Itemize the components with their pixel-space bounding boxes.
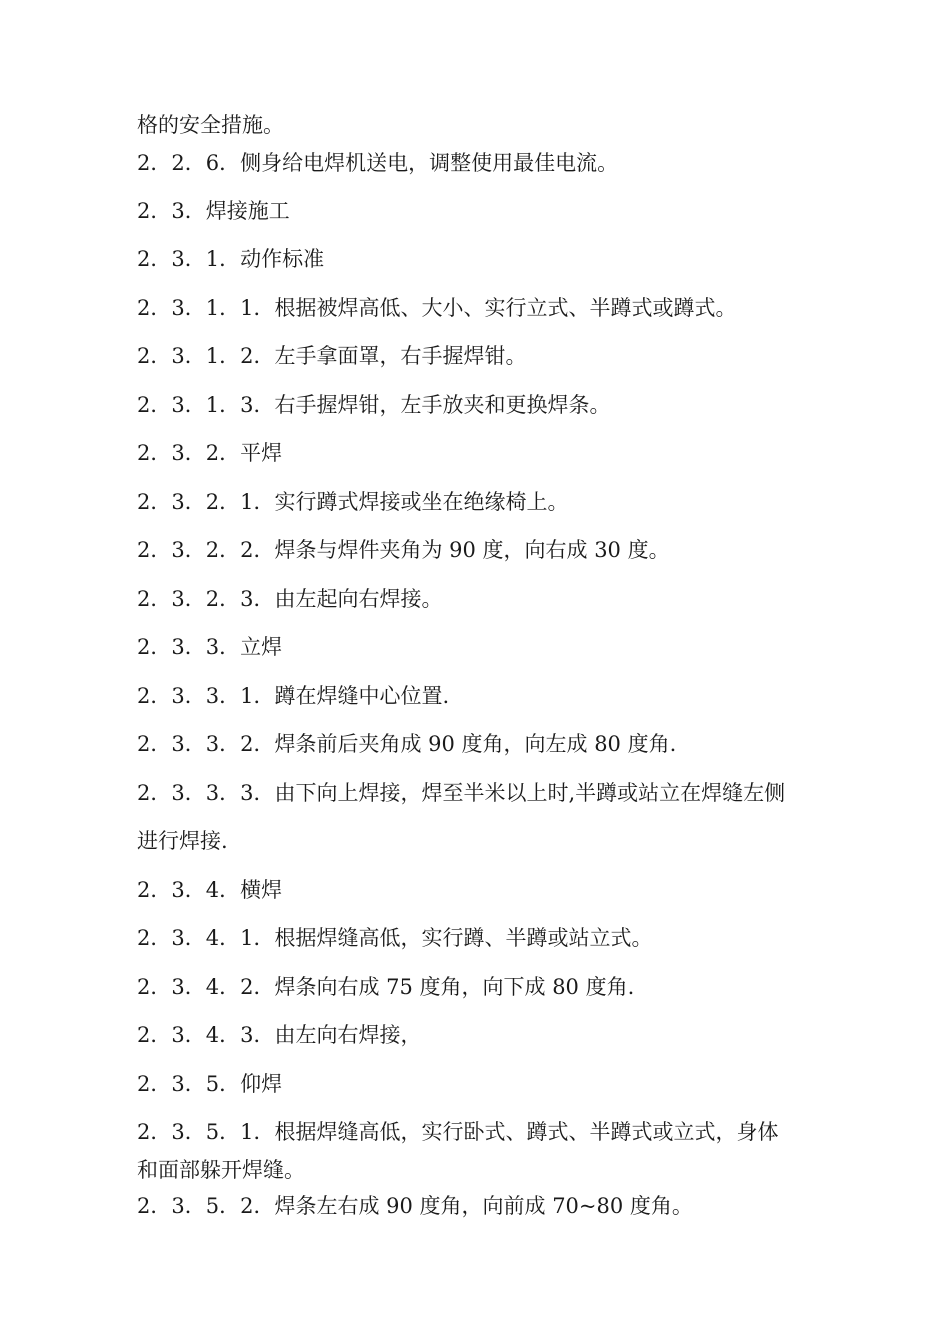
text-line: 格的安全措施。 — [137, 113, 284, 137]
text-line: 2．3．4．1．根据焊缝高低，实行蹲、半蹲或站立式。 — [137, 926, 653, 950]
section-heading: 2．3．5．仰焊 — [137, 1072, 283, 1096]
text-line: 2．3．1．3．右手握焊钳，左手放夹和更换焊条。 — [137, 393, 611, 417]
text-line: 2．3．2．1．实行蹲式焊接或坐在绝缘椅上。 — [137, 490, 569, 514]
text-line: 2．3．2．3．由左起向右焊接。 — [137, 587, 443, 611]
text-line: 2．3．3．1．蹲在焊缝中心位置. — [137, 684, 450, 708]
section-heading: 2．3．3．立焊 — [137, 635, 283, 659]
text-line: 2．3．5．2．焊条左右成 90 度角，向前成 70~80 度角。 — [137, 1194, 693, 1218]
text-line: 2．3．4．2．焊条向右成 75 度角，向下成 80 度角. — [137, 975, 635, 999]
section-heading: 2．3．4．横焊 — [137, 878, 283, 902]
text-line: 2．2．6．侧身给电焊机送电，调整使用最佳电流。 — [137, 151, 619, 175]
text-line: 2．3．2．2．焊条与焊件夹角为 90 度，向右成 30 度。 — [137, 538, 670, 562]
section-heading: 2．3．焊接施工 — [137, 199, 290, 223]
text-line: 2．3．3．3．由下向上焊接，焊至半米以上时,半蹲或站立在焊缝左侧 — [137, 781, 786, 805]
text-line: 2．3．4．3．由左向右焊接， — [137, 1023, 422, 1047]
section-heading: 2．3．1．动作标准 — [137, 247, 325, 271]
text-line: 进行焊接. — [137, 829, 228, 853]
text-line: 2．3．1．2．左手拿面罩，右手握焊钳。 — [137, 344, 527, 368]
text-line: 2．3．3．2．焊条前后夹角成 90 度角，向左成 80 度角. — [137, 732, 677, 756]
text-line: 2．3．1．1．根据被焊高低、大小、实行立式、半蹲式或蹲式。 — [137, 296, 737, 320]
section-heading: 2．3．2．平焊 — [137, 441, 283, 465]
text-line: 2．3．5．1．根据焊缝高低，实行卧式、蹲式、半蹲式或立式，身体 — [137, 1120, 779, 1144]
text-line: 和面部躲开焊缝。 — [137, 1158, 305, 1182]
